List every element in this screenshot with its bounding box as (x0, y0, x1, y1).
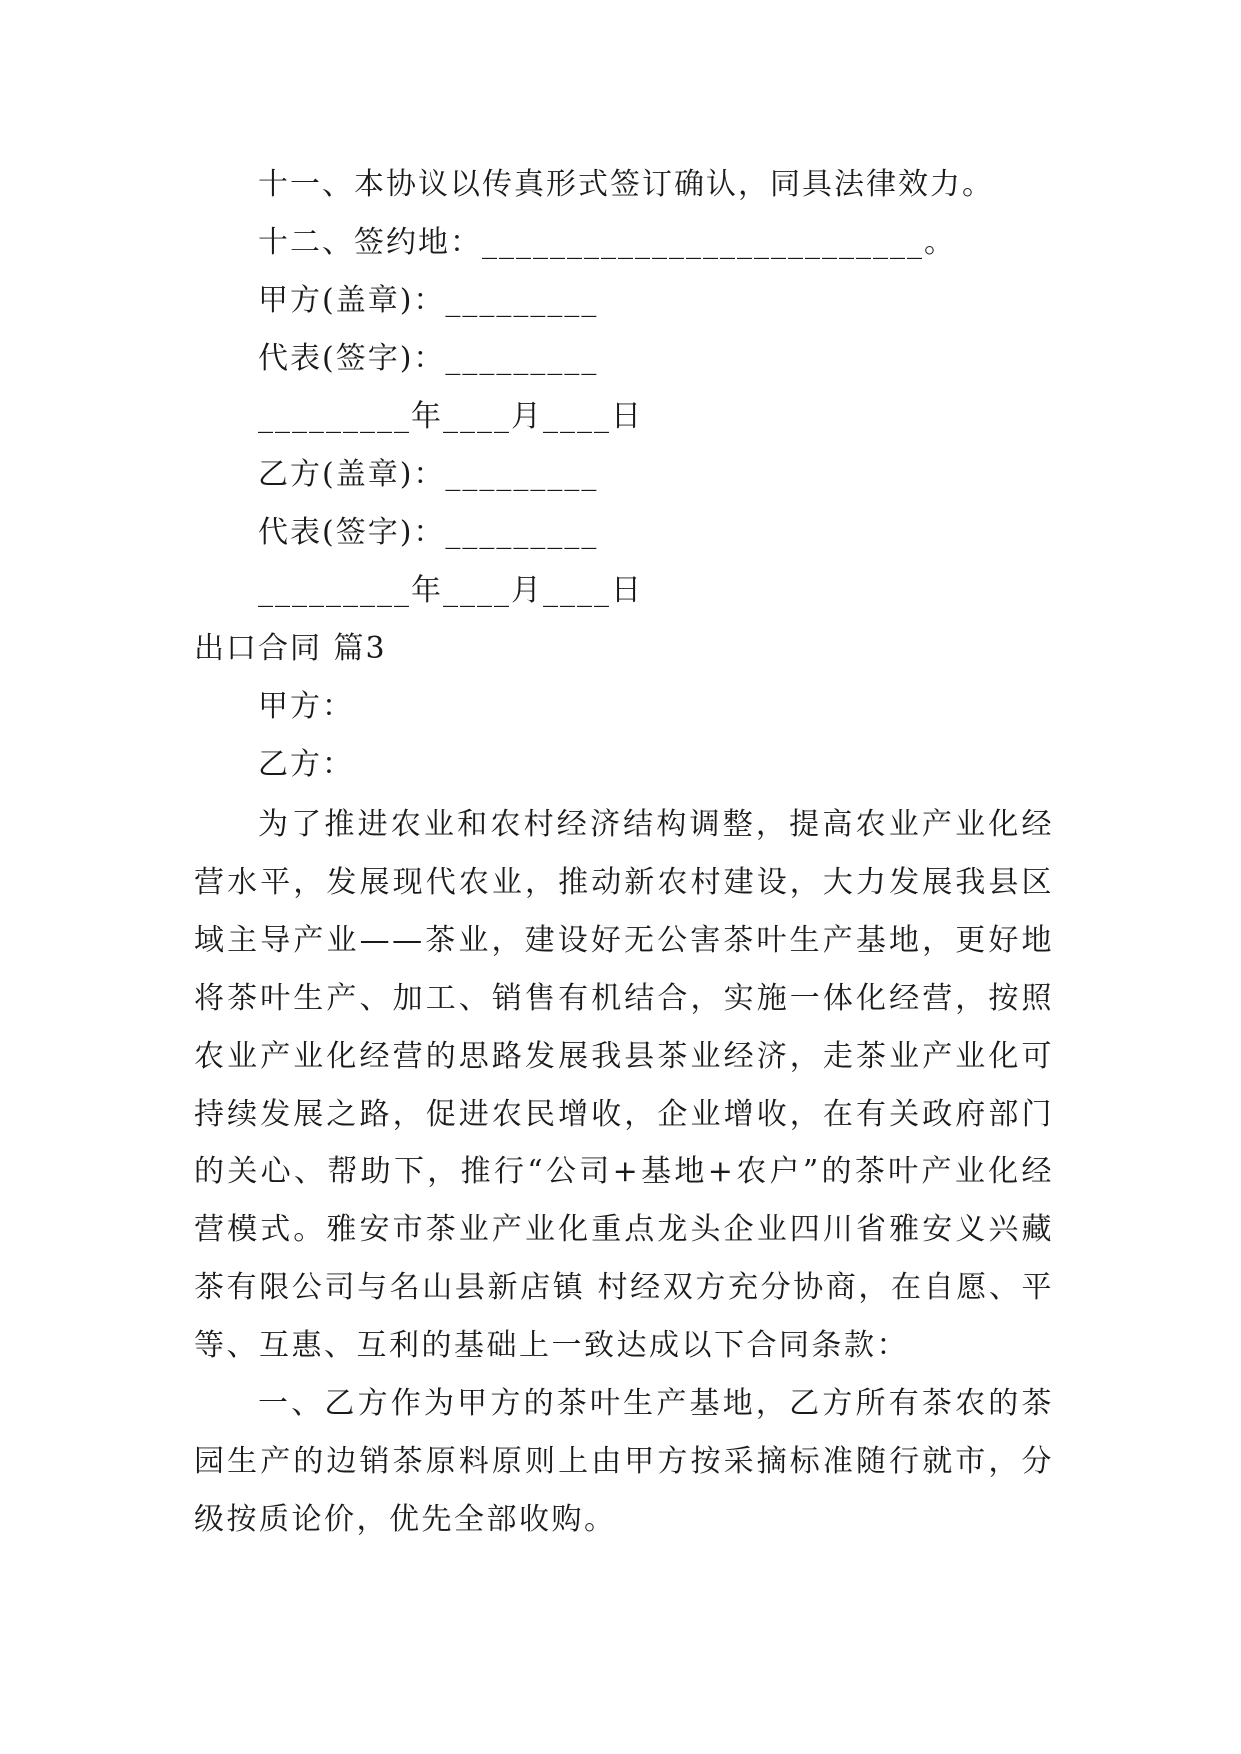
party-a-label: 甲方： (258, 689, 354, 724)
clause-eleven: 十一、本协议以传真形式签订确认，同具法律效力。 (258, 167, 994, 202)
party-b-seal-line: 乙方(盖章)：_________ (258, 457, 599, 492)
party-a-representative-line: 代表(签字)：_________ (258, 341, 599, 376)
party-b-representative-line: 代表(签字)：_________ (258, 515, 599, 550)
section-heading: 出口合同 篇3 (194, 631, 387, 666)
party-a-seal-line: 甲方(盖章)：_________ (258, 283, 599, 318)
contract-preamble-paragraph: 为了推进农业和农村经济结构调整，提高农业产业化经营水平，发展现代农业，推动新农村建设，大力发展我县区域主导产业——茶业，建设好无公害茶叶生产基地，更好地将茶叶生产、加工、销售有机结合，实施一体化经营，按照农业产业化经营的思路发展我县茶业经济，走茶业产业化可持续发展之路，促进农民增收，企业增收，在有关政府部门的关心、帮助下，推行“公司+基地+农户”的茶叶产业化经营模式。雅安市茶业产业化重点龙头企业四川省雅安义兴藏茶有限公司与名山县新店镇 村经双方充分协商，在自愿、平等、互惠、互利的基础上一致达成以下合同条款： (194, 807, 1054, 1364)
party-b-date-line: _________年____月____日 (258, 573, 643, 608)
clause-twelve-signing-place: 十二、签约地：__________________________。 (258, 225, 956, 260)
party-a-date-line: _________年____月____日 (258, 399, 643, 434)
contract-clause-one-paragraph: 一、乙方作为甲方的茶叶生产基地，乙方所有茶农的茶园生产的边销茶原料原则上由甲方按采摘标准随行就市，分级按质论价，优先全部收购。 (194, 1386, 1054, 1537)
party-b-label: 乙方： (258, 747, 354, 782)
